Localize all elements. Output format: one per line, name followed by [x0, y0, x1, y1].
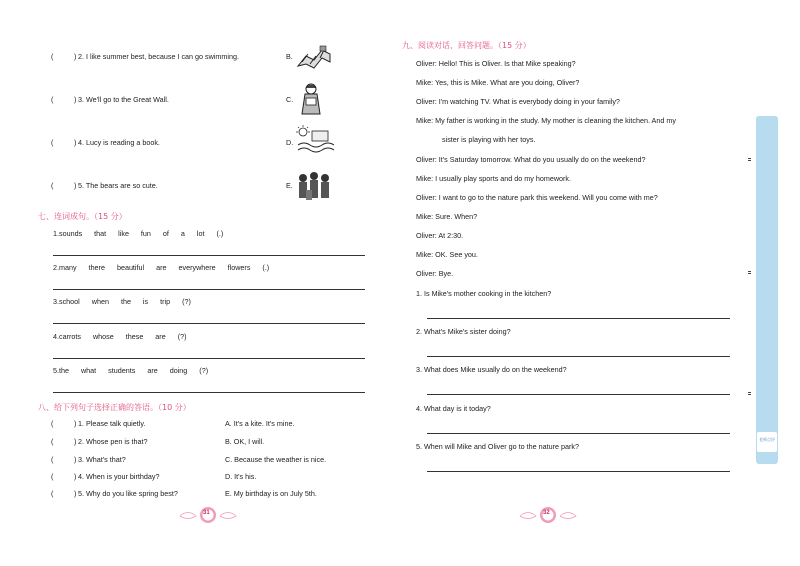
page-number: 32: [543, 510, 550, 516]
answer-line[interactable]: [53, 392, 365, 393]
reading-question: 3. What does Mike usually do on the weekend?: [416, 365, 567, 374]
dialog-line: Oliver: Bye.: [416, 269, 454, 278]
dialog-line: Mike: OK. See you.: [416, 250, 478, 259]
dialog-line: Oliver: Hello! This is Oliver. Is that Mike speaking?: [416, 59, 576, 68]
scrambled-words: 4.carrots whose these are (?): [53, 332, 187, 341]
dialog-line: Oliver: It's Saturday tomorrow. What do you usually do on the weekend?: [416, 155, 646, 164]
answer-paren-close: ): [74, 489, 77, 498]
question-text: 5. Why do you like spring best?: [78, 489, 178, 498]
answer-line[interactable]: [427, 318, 730, 319]
teacher-comment-label: 老师点评: [759, 437, 775, 442]
answer-option: D. It's his.: [225, 472, 257, 481]
swimming-picture: [296, 125, 336, 153]
answer-paren-close: ): [74, 472, 77, 481]
answer-line[interactable]: [53, 323, 365, 324]
binding-tick: [748, 158, 751, 159]
matching-sentence: 4. Lucy is reading a book.: [78, 138, 160, 147]
answer-line[interactable]: [53, 289, 365, 290]
option-letter: E.: [286, 181, 293, 190]
dialog-line: Mike: Sure. When?: [416, 212, 478, 221]
answer-paren-open[interactable]: (: [51, 489, 54, 498]
dialog-line: Mike: Yes, this is Mike. What are you doing, Oliver?: [416, 78, 580, 87]
answer-paren-close: ): [74, 419, 77, 428]
bears-picture: [296, 170, 334, 202]
answer-paren-open[interactable]: (: [51, 472, 54, 481]
binding-tick: [748, 392, 751, 393]
scrambled-words: 3.school when the is trip (?): [53, 297, 191, 306]
answer-paren-open[interactable]: (: [51, 138, 54, 147]
reading-question: 1. Is Mike's mother cooking in the kitchen?: [416, 289, 552, 298]
question-text: 1. Please talk quietly.: [78, 419, 146, 428]
dialog-line: Oliver: At 2:30.: [416, 231, 464, 240]
side-tab: [756, 116, 778, 464]
dialog-line: Oliver: I'm watching TV. What is everybody doing in your family?: [416, 97, 620, 106]
girl-reading-picture: [298, 82, 324, 116]
answer-paren-open[interactable]: (: [51, 52, 54, 61]
section-8-title: 八、给下列句子选择正确的答语。（10 分）: [38, 403, 191, 412]
answer-option: B. OK, I will.: [225, 437, 265, 446]
answer-option: A. It's a kite. It's mine.: [225, 419, 295, 428]
page-number: 31: [203, 510, 210, 516]
binding-tick: [748, 394, 751, 395]
answer-paren-close: ): [74, 95, 77, 104]
question-text: 3. What's that?: [78, 455, 126, 464]
binding-tick: [748, 271, 751, 272]
scrambled-words: 1.sounds that like fun of a lot (.): [53, 229, 224, 238]
answer-line[interactable]: [53, 255, 365, 256]
matching-sentence: 3. We'll go to the Great Wall.: [78, 95, 169, 104]
answer-paren-close: ): [74, 455, 77, 464]
matching-sentence: 2. I like summer best, because I can go swimming.: [78, 52, 239, 61]
answer-line[interactable]: [427, 471, 730, 472]
answer-option: C. Because the weather is nice.: [225, 455, 327, 464]
answer-paren-close: ): [74, 437, 77, 446]
teacher-comment-box: [757, 432, 777, 452]
answer-line[interactable]: [427, 433, 730, 434]
section-7-title: 七、连词成句。（15 分）: [38, 212, 127, 221]
answer-paren-open[interactable]: (: [51, 455, 54, 464]
matching-sentence: 5. The bears are so cute.: [78, 181, 158, 190]
page-number-badge: [518, 505, 578, 525]
scrambled-words: 5.the what students are doing (?): [53, 366, 209, 375]
answer-paren-open[interactable]: (: [51, 437, 54, 446]
answer-paren-close: ): [74, 138, 77, 147]
option-letter: B.: [286, 52, 293, 61]
answer-line[interactable]: [53, 358, 365, 359]
dialog-line: Mike: I usually play sports and do my homework.: [416, 174, 571, 183]
option-letter: D.: [286, 138, 294, 147]
answer-option: E. My birthday is on July 5th.: [225, 489, 317, 498]
question-text: 2. Whose pen is that?: [78, 437, 148, 446]
answer-paren-open[interactable]: (: [51, 95, 54, 104]
option-letter: C.: [286, 95, 294, 104]
dialog-line: Oliver: I want to go to the nature park this weekend. Will you come with me?: [416, 193, 658, 202]
dialog-line: Mike: My father is working in the study. My mother is cleaning the kitchen. And my: [416, 116, 676, 125]
great-wall-picture: [296, 42, 332, 72]
answer-line[interactable]: [427, 356, 730, 357]
binding-tick: [748, 160, 751, 161]
answer-line[interactable]: [427, 394, 730, 395]
reading-question: 2. What's Mike's sister doing?: [416, 327, 511, 336]
scrambled-words: 2.many there beautiful are everywhere flowers (.): [53, 263, 270, 272]
section-9-title: 九、阅读对话，回答问题。（15 分）: [402, 41, 531, 50]
answer-paren-close: ): [74, 181, 77, 190]
question-text: 4. When is your birthday?: [78, 472, 160, 481]
answer-paren-open[interactable]: (: [51, 419, 54, 428]
dialog-line: sister is playing with her toys.: [442, 135, 536, 144]
reading-question: 4. What day is it today?: [416, 404, 491, 413]
page-number-badge: [178, 505, 238, 525]
answer-paren-close: ): [74, 52, 77, 61]
answer-paren-open[interactable]: (: [51, 181, 54, 190]
reading-question: 5. When will Mike and Oliver go to the nature park?: [416, 442, 579, 451]
binding-tick: [748, 273, 751, 274]
